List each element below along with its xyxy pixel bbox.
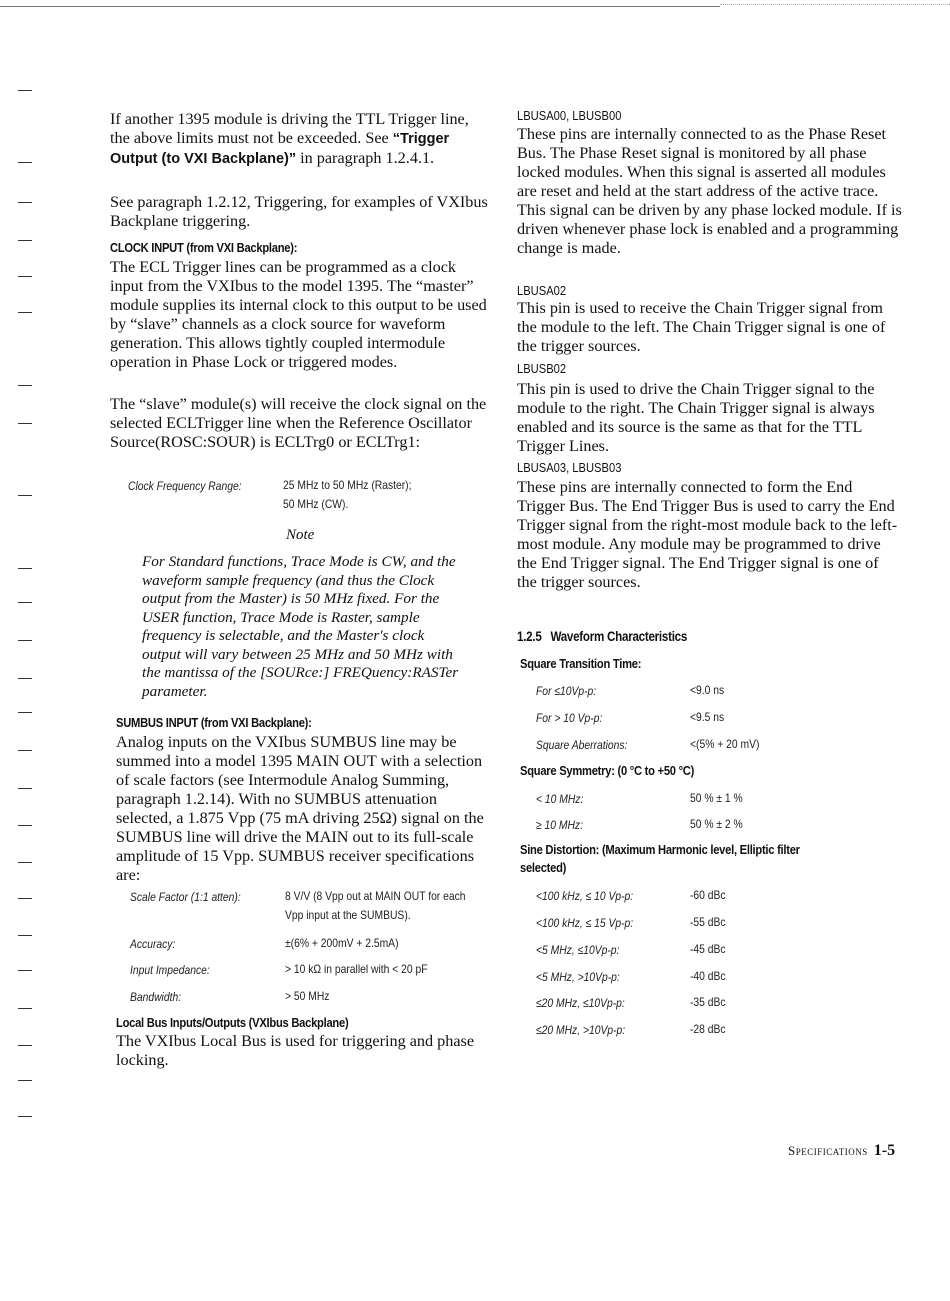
paragraph-lbusb02: This pin is used to drive the Chain Trigger signal to the module to the right. The Chain Trigger signal is always enabled and its source is the same as that for the TTL Trigger Lines. [517,380,875,455]
input-impedance-label: Input Impedance: [130,963,210,977]
sine-label-5: ≤20 MHz, ≤10Vp-p: [536,996,625,1010]
sq-trans-value-1: <9.0 ns [690,683,725,697]
paragraph-triggering-ref: See paragraph 1.2.12, Triggering, for examples of VXIbus Backplane triggering. [110,193,488,230]
scale-factor-value: 8 V/V (8 Vpp out at MAIN OUT for each [285,889,466,903]
lbus03-heading: LBUSA03, LBUSB03 [517,460,622,475]
sq-trans-label-1: For ≤10Vp-p: [536,684,597,698]
sine-distortion-heading-2: selected) [520,860,567,875]
footer-section: Specifications [788,1143,868,1158]
local-bus-heading: Local Bus Inputs/Outputs (VXIbus Backplane) [116,1015,349,1030]
sine-label-4: <5 MHz, >10Vp-p: [536,970,620,984]
clock-input-heading: CLOCK INPUT (from VXI Backplane): [110,240,298,255]
clock-frequency-value-1: 25 MHz to 50 MHz (Raster); [283,478,412,492]
sine-value-3: -45 dBc [690,942,726,956]
bandwidth-label: Bandwidth: [130,990,182,1004]
accuracy-label: Accuracy: [130,937,176,951]
sine-distortion-heading: Sine Distortion: (Maximum Harmonic level, Elliptic filter [520,842,800,857]
note-text: For Standard functions, Trace Mode is CW, and the waveform sample frequency (and thus the Clock output from the Master) is 50 MHz fixed. For the USER function, Trace Mode is Raster, sample frequency is selectable, and the Master's clock output will vary between 25 MHz and 50 MHz with the mantissa of the [SOURce:] FREQuency:RASTer parameter. [142,553,459,700]
trigger-output-ref: “Trigger Output (to VXI Backplane)” [110,131,450,167]
paragraph-sumbus: Analog inputs on the VXIbus SUMBUS line may be summed into a model 1395 MAIN OUT with a selection of scale factors (see Intermodule Analog Summing, paragraph 1.2.14). With no SUMBUS attenuation selected, a 1.875 Vpp (75 mA driving 25Ω) signal on the SUMBUS line will drive the MAIN out to its full-scale amplitude of 15 Vpp. SUMBUS receiver specifications are: [116,733,484,884]
lbusa02-heading: LBUSA02 [517,283,567,298]
paragraph-clock-input: The ECL Trigger lines can be programmed as a clock input from the VXIbus to the model 1395. The “master” module supplies its internal clock to this output to be used by “slave” channels as a clock source for waveform generation. This allows tightly coupled intermodule operation in Phase Lock or triggered modes. [110,258,487,371]
sq-aberration-label: Square Aberrations: [536,738,628,752]
sine-value-4: -40 dBc [690,969,726,983]
top-rule [0,6,720,7]
accuracy-value: ±(6% + 200mV + 2.5mA) [285,936,399,950]
paragraph-ttl-trigger: If another 1395 module is driving the TTL Trigger line, the above limits must not be exceeded. See “Trigger Output (to VXI Backplane)” in paragraph 1.2.4.1. [110,110,469,167]
sine-value-2: -55 dBc [690,915,726,929]
sine-label-1: <100 kHz, ≤ 10 Vp-p: [536,889,634,903]
sine-label-3: <5 MHz, ≤10Vp-p: [536,943,620,957]
sine-value-1: -60 dBc [690,888,726,902]
sq-sym-value-1: 50 % ± 1 % [690,791,743,805]
sine-label-6: ≤20 MHz, >10Vp-p: [536,1023,626,1037]
section-number: 1.2.5 [517,629,542,644]
sine-label-2: <100 kHz, ≤ 15 Vp-p: [536,916,634,930]
sq-trans-value-2: <9.5 ns [690,710,725,724]
paragraph-slave-module: The “slave” module(s) will receive the clock signal on the selected ECLTrigger line when the Reference Oscillator Source(ROSC:SOUR) is ECLTrg0 or ECLTrg1: [110,395,487,451]
sumbus-input-heading: SUMBUS INPUT (from VXI Backplane): [116,715,312,730]
sq-aberration-value: <(5% + 20 mV) [690,737,760,751]
sq-sym-value-2: 50 % ± 2 % [690,817,743,831]
sq-sym-label-1: < 10 MHz: [536,792,584,806]
paragraph-lbusa02: This pin is used to receive the Chain Trigger signal from the module to the left. The Chain Trigger signal is one of the trigger sources. [517,299,886,355]
top-rule-dotted [720,4,950,5]
clock-frequency-value-2: 50 MHz (CW). [283,497,349,511]
sq-trans-label-2: For > 10 Vp-p: [536,711,603,725]
lbus00-heading: LBUSA00, LBUSB00 [517,108,622,123]
scale-factor-label: Scale Factor (1:1 atten): [130,890,241,904]
page-footer [788,1142,895,1160]
sine-value-6: -28 dBc [690,1022,726,1036]
margin-marks [18,40,38,1200]
square-symmetry-heading: Square Symmetry: (0 °C to +50 °C) [520,763,695,778]
clock-frequency-label: Clock Frequency Range: [128,479,242,493]
sq-sym-label-2: ≥ 10 MHz: [536,818,583,832]
square-transition-heading: Square Transition Time: [520,656,642,671]
section-title: Waveform Characteristics [550,629,688,644]
input-impedance-value: > 10 kΩ in parallel with < 20 pF [285,962,428,976]
bandwidth-value: > 50 MHz [285,989,330,1003]
section-heading [517,629,687,644]
paragraph-phase-reset: These pins are internally connected to as the Phase Reset Bus. The Phase Reset signal is monitored by all phase locked modules. When this signal is asserted all modules are reset and held at the start address of the active trace. This signal can be driven by any phase locked module. If is driven whenever phase lock is enabled and a programming change is made. [517,125,902,257]
paragraph-local-bus: The VXIbus Local Bus is used for triggering and phase locking. [116,1032,474,1069]
lbusb02-heading: LBUSB02 [517,361,567,376]
note-title: Note [286,527,315,543]
page-number: 1-5 [873,1142,896,1159]
sine-value-5: -35 dBc [690,995,726,1009]
scale-factor-value-2: Vpp input at the SUMBUS). [285,908,411,922]
paragraph-end-trigger: These pins are internally connected to form the End Trigger Bus. The End Trigger Bus is used to carry the End Trigger signal from the right-most module back to the left-most module. Any module may be programmed to drive the End Trigger signal. The End Trigger signal is one of the trigger sources. [517,478,898,591]
